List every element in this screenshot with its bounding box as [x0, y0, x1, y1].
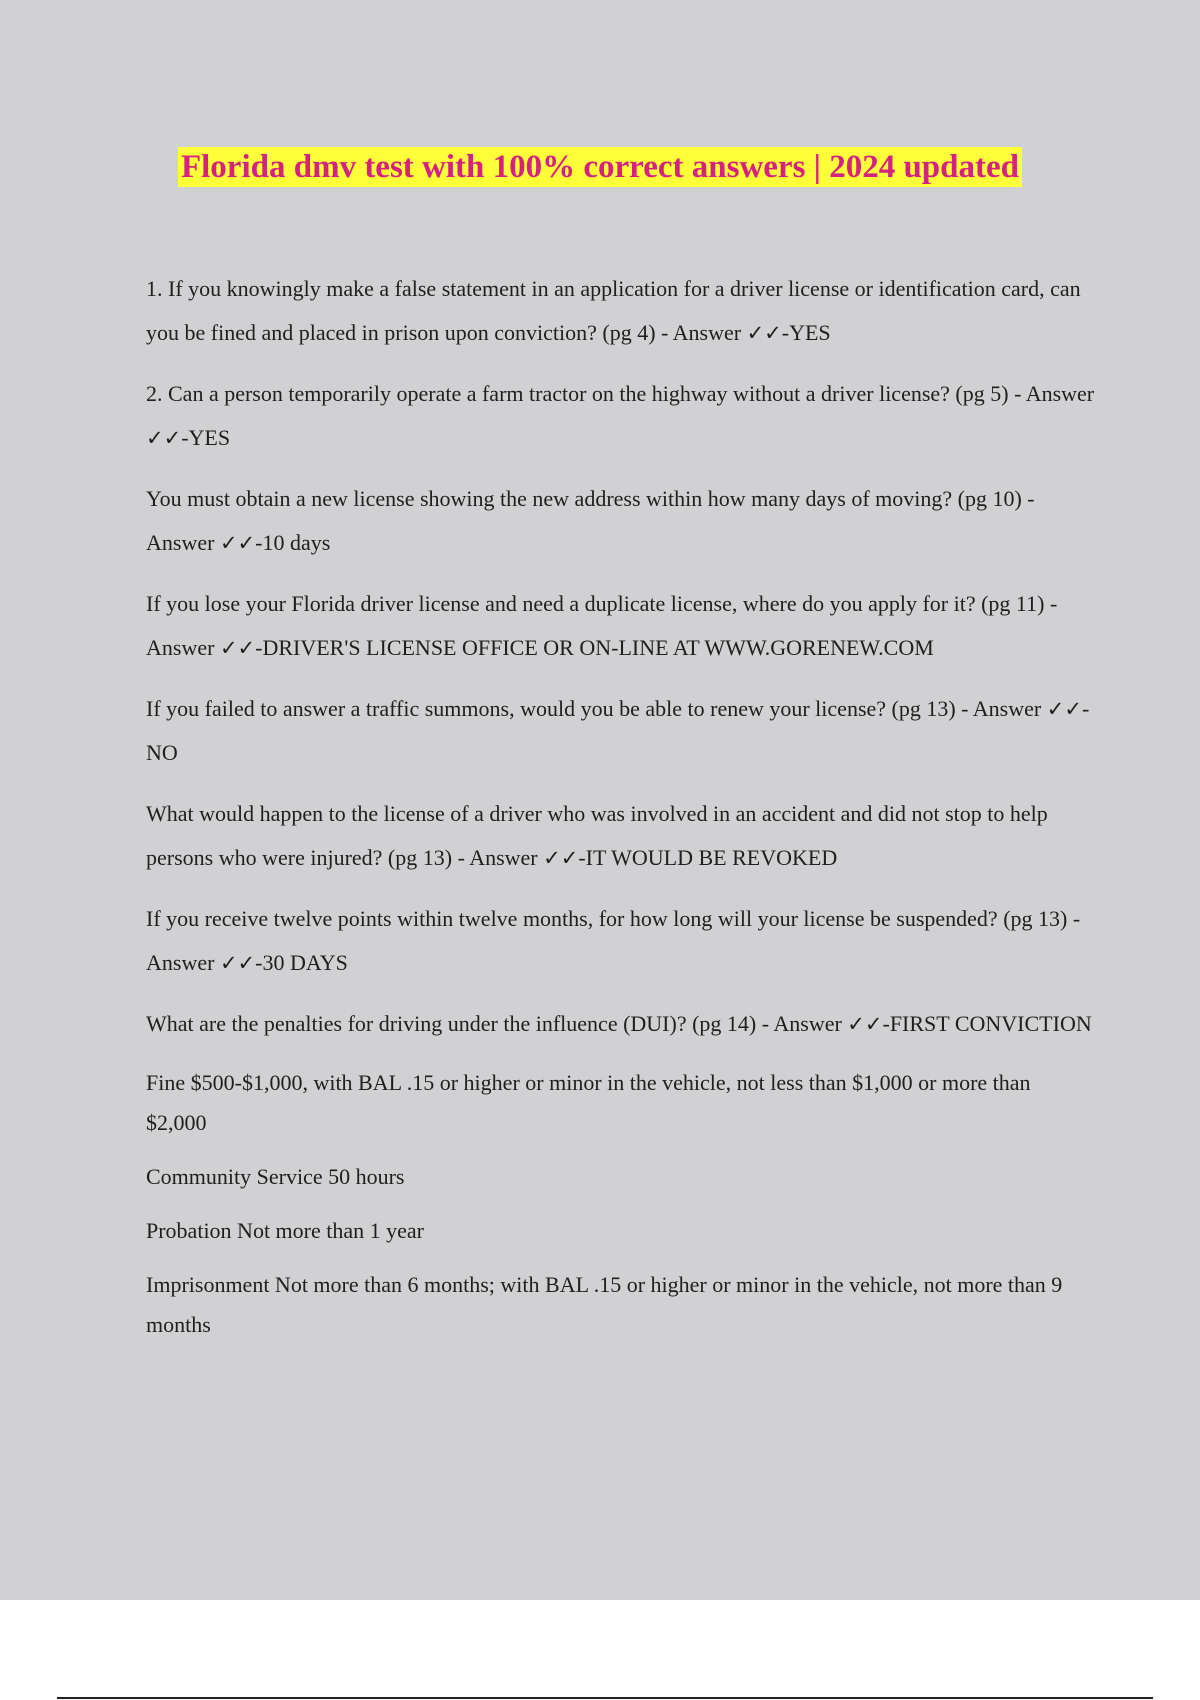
question-text: 2. Can a person temporarily operate a farm tractor on the highway without a driver license? (pg 5) - Answer [146, 381, 1095, 406]
question-text: If you failed to answer a traffic summons, would you be able to renew your license? (pg 13) - Answer [146, 696, 1047, 721]
answer-text: -YES [181, 425, 231, 450]
qa-item-4 [146, 582, 1096, 670]
penalty-community-service: Community Service 50 hours [146, 1164, 405, 1189]
question-text: What would happen to the license of a driver who was involved in an accident and did not stop to help persons who were injured? (pg 13) - Answer [146, 801, 1048, 870]
footer-divider [57, 1697, 1153, 1699]
title-container [0, 147, 1200, 187]
qa-item-8 [146, 1002, 1096, 1046]
answer-text: -30 DAYS [255, 950, 348, 975]
double-check-icon: ✓✓ [746, 321, 782, 345]
qa-content [146, 267, 1096, 1359]
penalty-imprisonment: Imprisonment Not more than 6 months; with BAL .15 or higher or minor in the vehicle, not more than 9 months [146, 1272, 1063, 1337]
double-check-icon: ✓✓ [543, 846, 579, 870]
answer-text: -YES [781, 320, 831, 345]
qa-item-1 [146, 267, 1096, 355]
double-check-icon: ✓✓ [146, 426, 182, 450]
question-text: 1. If you knowingly make a false statement in an application for a driver license or identification card, can you be fined and placed in prison upon conviction? (pg 4) - Answer [146, 276, 1081, 345]
double-check-icon: ✓✓ [219, 636, 256, 660]
double-check-icon: ✓✓ [847, 1012, 883, 1036]
question-text: If you lose your Florida driver license and need a duplicate license, where do you apply for it? (pg 11) - Answer [146, 591, 1058, 660]
qa-item-7 [146, 897, 1096, 985]
penalty-probation: Probation Not more than 1 year [146, 1218, 424, 1243]
question-text: You must obtain a new license showing the new address within how many days of moving? (pg 10) - Answer [146, 486, 1035, 555]
qa-item-5 [146, 687, 1096, 775]
answer-text: -10 days [255, 530, 331, 555]
document-title: Florida dmv test with 100% correct answers | 2024 updated [178, 147, 1022, 187]
question-text: What are the penalties for driving under the influence (DUI)? (pg 14) - Answer [146, 1011, 848, 1036]
double-check-icon: ✓✓ [219, 951, 256, 975]
penalty-fine: Fine $500-$1,000, with BAL .15 or higher or minor in the vehicle, not less than $1,000 or more than $2,000 [146, 1070, 1031, 1135]
qa-item-3 [146, 477, 1096, 565]
answer-text: -IT WOULD BE REVOKED [578, 845, 838, 870]
answer-text: -FIRST CONVICTION [882, 1011, 1092, 1036]
question-text: If you receive twelve points within twelve months, for how long will your license be suspended? (pg 13) - Answer [146, 906, 1081, 975]
qa-item-6 [146, 792, 1096, 880]
double-check-icon: ✓✓ [219, 531, 256, 555]
answer-text: -NO [146, 696, 1090, 765]
answer-text: -DRIVER'S LICENSE OFFICE OR ON-LINE AT WWW.GORENEW.COM [255, 635, 934, 660]
double-check-icon: ✓✓ [1046, 697, 1082, 721]
qa-item-2 [146, 372, 1096, 460]
